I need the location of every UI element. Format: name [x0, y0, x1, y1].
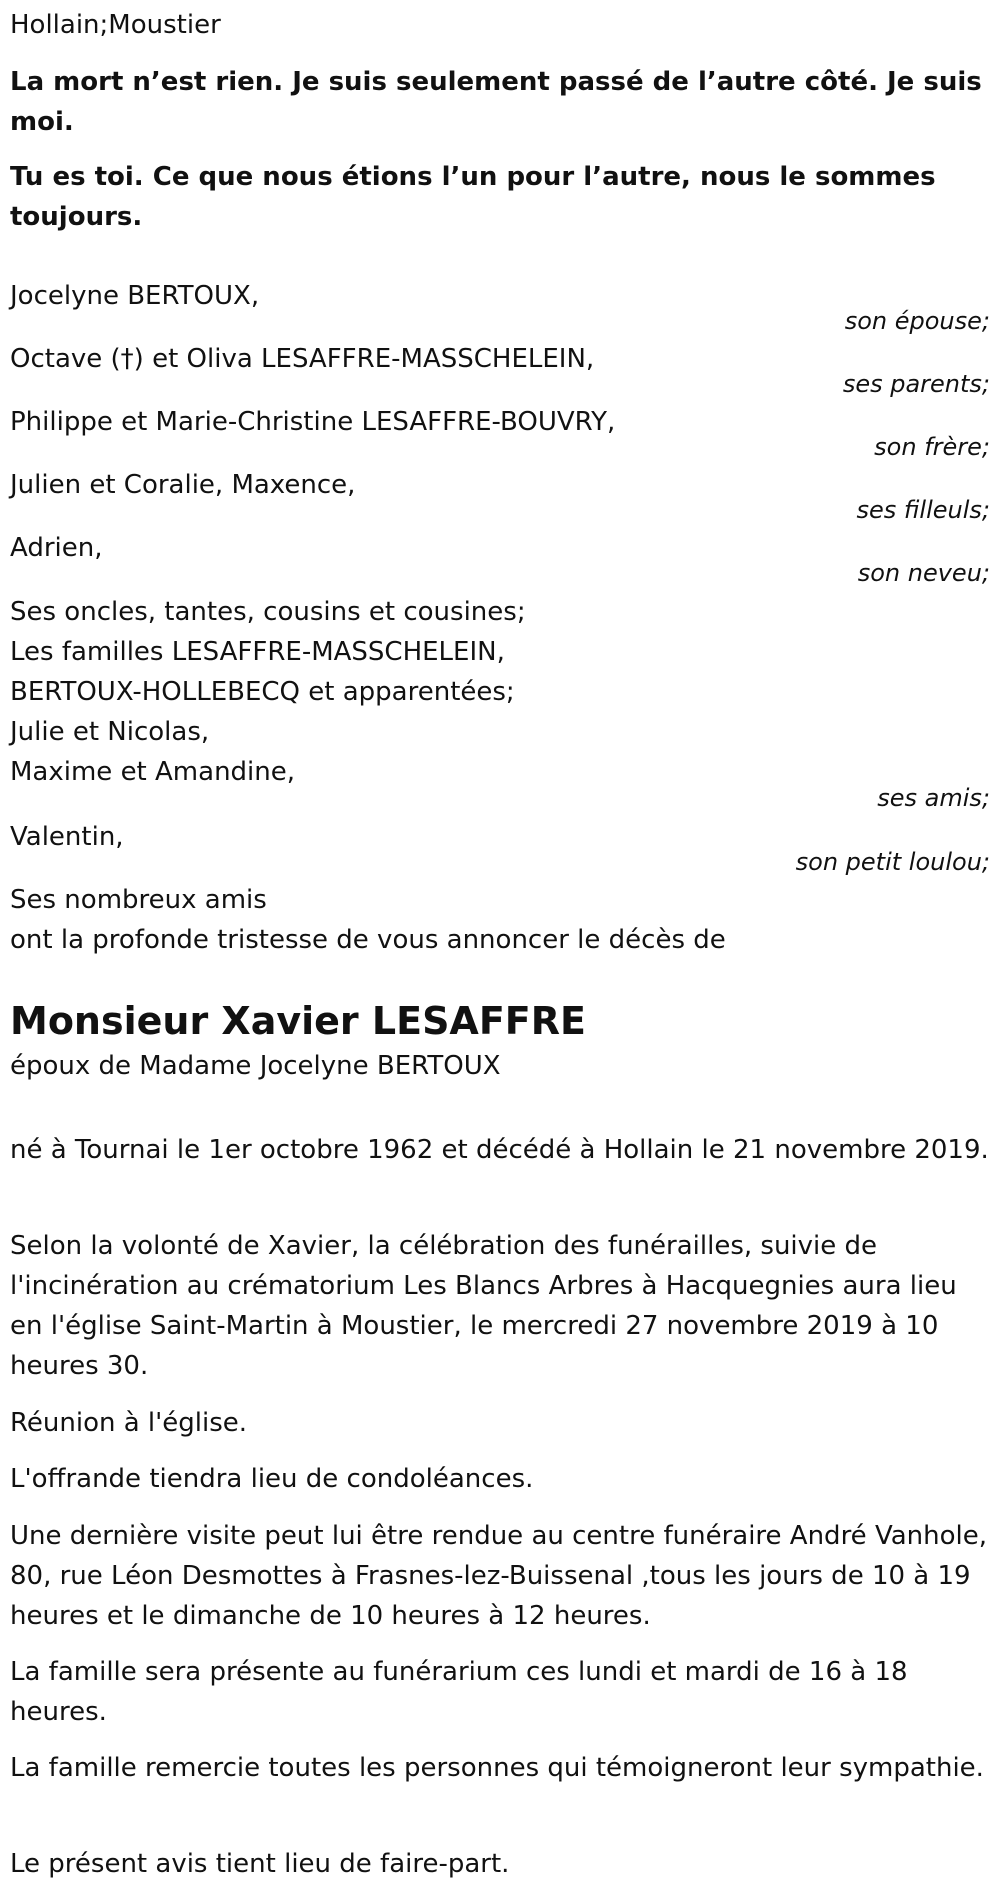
thanks-paragraph: La famille remercie toutes les personnes qui témoigneront leur sympathie. — [10, 1753, 984, 1783]
meeting-paragraph: Réunion à l'église. — [10, 1408, 248, 1438]
family-member-relation: ses parents; — [842, 370, 990, 398]
quote-line-1: La mort n’est rien. Je suis seulement passé de l’autre côté. Je suis moi. — [10, 67, 982, 137]
announcement-line: ont la profonde tristesse de vous annoncer le décès de — [10, 925, 726, 955]
family-member-relation: son neveu; — [857, 559, 990, 587]
birth-death-paragraph: né à Tournai le 1er octobre 1962 et décédé à Hollain le 21 novembre 2019. — [10, 1135, 989, 1165]
funeral-paragraph: Selon la volonté de Xavier, la célébration des funérailles, suivie de l'incinération au crématorium Les Blancs Arbres à Hacquegnies aura lieu en l'église Saint-Martin à Moustier, le mercredi 27 novembre 2019 à 10 heures 30. — [10, 1231, 957, 1381]
relatives-line: Les familles LESAFFRE-MASSCHELEIN, — [10, 637, 505, 667]
announcement-line: Ses nombreux amis — [10, 885, 267, 915]
deceased-name: Monsieur Xavier LESAFFRE — [10, 999, 586, 1043]
relatives-line: BERTOUX-HOLLEBECQ et apparentées; — [10, 677, 515, 707]
family-member-name: Philippe et Marie-Christine LESAFFRE-BOUVRY, — [10, 407, 616, 437]
family-member-name: Jocelyne BERTOUX, — [10, 281, 260, 311]
family-member-relation: son frère; — [874, 433, 990, 461]
family-member-name: Octave (†) et Oliva LESAFFRE-MASSCHELEIN, — [10, 344, 595, 374]
family-member-relation: son petit loulou; — [795, 848, 990, 876]
family-member-relation: ses filleuls; — [856, 496, 990, 524]
deceased-spouse: époux de Madame Jocelyne BERTOUX — [10, 1051, 501, 1081]
visit-paragraph: Une dernière visite peut lui être rendue au centre funéraire André Vanhole, 80, rue Léon Desmottes à Frasnes-lez-Buissenal ,tous les jours de 10 à 19 heures et le dimanche de 10 heures à 12 heures. — [10, 1521, 987, 1631]
friends-relation: ses amis; — [877, 784, 990, 812]
relatives-line: Maxime et Amandine, — [10, 757, 296, 787]
family-member-relation: son épouse; — [844, 307, 990, 335]
offering-paragraph: L'offrande tiendra lieu de condoléances. — [10, 1464, 534, 1494]
quote-line-2: Tu es toi. Ce que nous étions l’un pour l’autre, nous le sommes toujours. — [10, 162, 936, 232]
place-header: Hollain;Moustier — [10, 10, 221, 40]
relatives-line: Ses oncles, tantes, cousins et cousines; — [10, 597, 526, 627]
family-member-name: Valentin, — [10, 822, 124, 852]
family-member-name: Julien et Coralie, Maxence, — [10, 470, 356, 500]
relatives-line: Julie et Nicolas, — [10, 717, 210, 747]
presence-paragraph: La famille sera présente au funérarium ces lundi et mardi de 16 à 18 heures. — [10, 1657, 908, 1727]
notice-paragraph: Le présent avis tient lieu de faire-part. — [10, 1849, 510, 1879]
family-member-name: Adrien, — [10, 533, 103, 563]
